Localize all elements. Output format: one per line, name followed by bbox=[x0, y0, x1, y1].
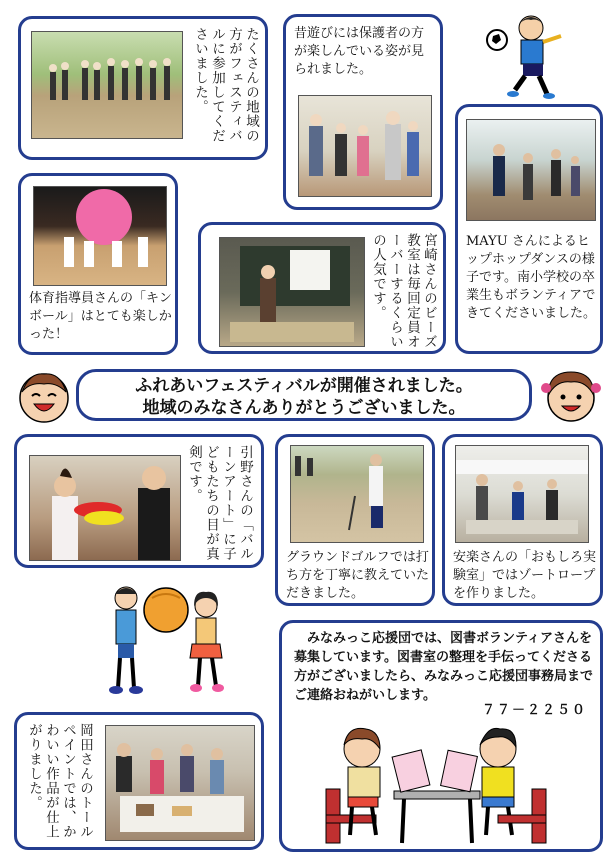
old-games-people-illustration bbox=[299, 96, 431, 196]
field-people-illustration bbox=[32, 32, 182, 138]
festival-visitors-caption: たくさんの地域の方がフェスティバルに参加してくださいました。 bbox=[192, 27, 259, 143]
banner-line-2: 地域のみなさんありがとうございました。 bbox=[142, 398, 466, 418]
balloon-art-illustration bbox=[30, 456, 180, 560]
recruit-message: みなみっこ応援団では、図書ボランティアさんを募集しています。図書室の整理を手伝ってくださる方がございましたら、みなみっこ応援団事務局までご連絡おねがいします。 bbox=[294, 631, 594, 703]
festival-visitors-panel bbox=[18, 16, 268, 160]
toll-paint-photo bbox=[105, 725, 255, 841]
science-lab-photo bbox=[455, 445, 589, 543]
kids-reading-illustration bbox=[318, 719, 558, 847]
soccer-boy-illustration bbox=[485, 10, 565, 102]
toll-paint-illustration bbox=[106, 726, 254, 840]
toll-paint-caption: 岡田さんのトールペイントでは、かわいい作品が仕上がりました。 bbox=[26, 723, 93, 839]
ground-golf-photo bbox=[290, 445, 424, 543]
old-games-caption: 昔遊びには保護者の方が楽しんでいる姿が見られました。 bbox=[294, 26, 425, 77]
field-photo bbox=[31, 31, 183, 139]
science-lab-illustration bbox=[456, 446, 588, 542]
bead-class-panel bbox=[198, 222, 446, 354]
ground-golf-illustration bbox=[291, 446, 423, 542]
hiphop-dancers-illustration bbox=[467, 120, 595, 220]
ground-golf-panel bbox=[275, 434, 435, 606]
smiling-girl-face-icon bbox=[540, 366, 602, 424]
kids-with-balloon-illustration bbox=[104, 576, 232, 704]
balloon-art-caption: 引野さんの「バルーンアート」に子どもたちの目が真剣です。 bbox=[186, 445, 253, 561]
banner-line-1: ふれあいフェスティバルが開催されました。 bbox=[135, 376, 473, 396]
recruit-panel bbox=[279, 620, 603, 852]
festival-banner bbox=[76, 369, 532, 421]
kinball-illustration bbox=[34, 187, 166, 285]
toll-paint-panel bbox=[14, 712, 264, 850]
ground-golf-caption: グラウンドゴルフでは打ち方を丁寧に教えていただきました。 bbox=[286, 550, 430, 601]
kinball-caption: 体育指導員さんの「キンボール」はとても楽しかった！ bbox=[29, 291, 172, 342]
balloon-art-panel bbox=[14, 434, 264, 568]
recruit-phone: ７７－２２５０ bbox=[482, 703, 588, 718]
bead-class-illustration bbox=[220, 238, 364, 346]
science-lab-caption: 安楽さんの「おもしろ実験室」ではゾートロープを作りました。 bbox=[453, 550, 597, 601]
bead-class-photo bbox=[219, 237, 365, 347]
balloon-art-photo bbox=[29, 455, 181, 561]
smiling-boy-face-icon bbox=[16, 368, 72, 424]
kinball-panel bbox=[18, 173, 178, 355]
hiphop-panel bbox=[455, 104, 603, 354]
kinball-photo bbox=[33, 186, 167, 286]
bead-class-caption: 宮崎さんのビーズ教室は毎回定員オーバーするくらいの人気です。 bbox=[370, 233, 437, 349]
old-games-photo bbox=[298, 95, 432, 197]
science-lab-panel bbox=[442, 434, 603, 606]
old-games-panel bbox=[283, 14, 443, 210]
hiphop-photo bbox=[466, 119, 596, 221]
hiphop-caption: MAYU さんによるヒップホップダンスの様子です。南小学校の卒業生もボランティアできてくださいました。 bbox=[466, 234, 597, 321]
